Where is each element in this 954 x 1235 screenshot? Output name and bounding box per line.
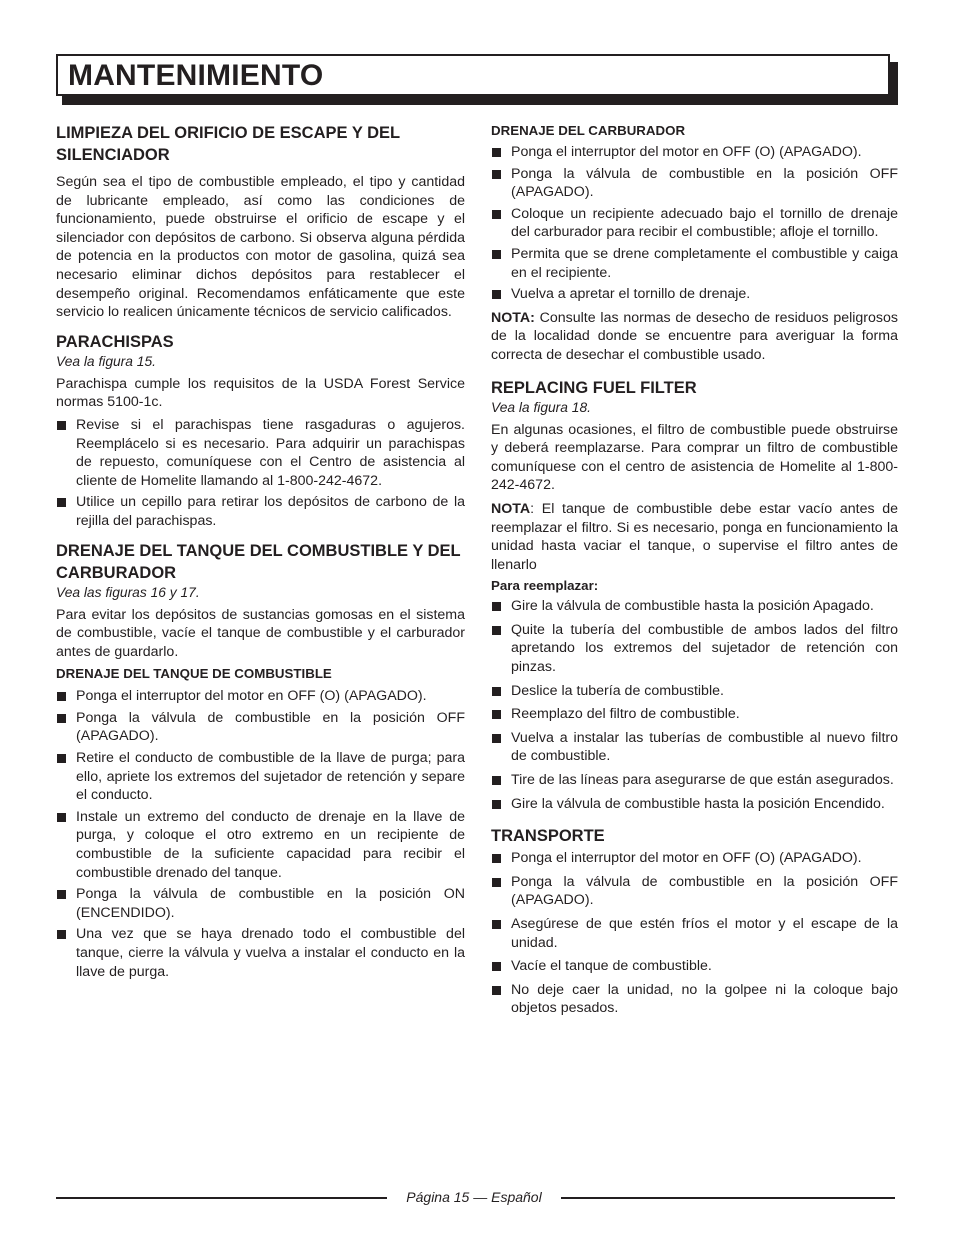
bullet-square-icon [57,421,66,430]
list-item: Ponga la válvula de combustible en la posición ON (ENCENDIDO). [56,885,465,922]
section-heading: DRENAJE DEL TANQUE DEL COMBUSTIBLE Y DEL CARBURADOR [56,541,461,582]
list-item: Revise si el parachispas tiene rasgaduras o agujeros. Reemplácelo si es necesario. Para adquirir un parachispas de repuesto, comuníquese con el Centro de asistencia al cliente de Homelite llamando al 1-800-242-4672. [56,416,465,490]
bullet-square-icon [57,890,66,899]
bullet-square-icon [492,986,501,995]
paragraph: Para evitar los depósitos de sustancias gomosas en el sistema de combustible, vacíe el tanque de combustible y el carburador antes de guardarlo. [56,606,465,660]
page-title: MANTENIMIENTO [68,59,324,92]
list-item: Instale un extremo del conducto de drenaje en la llave de purga, y coloque el otro extremo en un recipiente de combustible de la suficiente capacidad para recibir el combustible drenado del tanque. [56,808,465,882]
bullet-square-icon [492,290,501,299]
list-item: Ponga el interruptor del motor en OFF (O) (APAGADO). [491,849,898,868]
list-item: Ponga el interruptor del motor en OFF (O) (APAGADO). [56,687,465,706]
bullet-square-icon [492,626,501,635]
list-item: Coloque un recipiente adecuado bajo el tornillo de drenaje del carburador para recibir el combustible; afloje el tornillo. [491,205,898,242]
list-item: Utilice un cepillo para retirar los depósitos de carbono de la rejilla del parachispas. [56,493,465,530]
bullet-square-icon [492,170,501,179]
footer-rule-right [561,1197,895,1199]
bullet-square-icon [57,813,66,822]
bullet-square-icon [492,687,501,696]
note [491,500,898,574]
bullet-list [56,416,465,531]
section-heading: TRANSPORTE [491,827,605,846]
bullet-square-icon [492,148,501,157]
list-item: Deslice la tubería de combustible. [491,682,898,701]
note-label: NOTA: [491,309,535,326]
page-footer: Página 15 — Español [406,1189,542,1205]
bullet-square-icon [57,692,66,701]
bullet-square-icon [492,962,501,971]
bullet-square-icon [492,210,501,219]
subsection-heading: Para reemplazar: [491,578,599,594]
note-text: : El tanque de combustible debe estar vacío antes de reemplazar el filtro. Si es necesario, ponga en funcionamiento la unidad hasta vaciar el tanque, o supervise el filtro antes de llenarlo [491,500,898,573]
right-column [491,122,898,1018]
note-text: Consulte las normas de desecho de residuos peligrosos de la localidad donde se encuentre para averiguar la forma correcta de desechar el combustible usado. [491,309,898,363]
paragraph: En algunas ocasiones, el filtro de combustible puede obstruirse y deberá reemplazarse. Para comprar un filtro de combustible comuníquese con el centro de asistencia de Homelite al 1-800-242-4672. [491,421,898,494]
list-item: Quite la tubería del combustible de ambos lados del filtro apretando los extremos del sujetador de retención con pinzas. [491,621,898,677]
left-column [56,122,465,981]
section-heading: PARACHISPAS [56,332,174,351]
note [491,309,898,365]
list-item: Vacíe el tanque de combustible. [491,957,898,976]
figure-reference: Vea la figura 15. [56,353,156,369]
bullet-square-icon [57,754,66,763]
subsection-heading: DRENAJE DEL CARBURADOR [491,123,686,138]
note-label: NOTA [491,500,531,517]
list-item: No deje caer la unidad, no la golpee ni la coloque bajo objetos pesados. [491,981,898,1018]
list-item: Ponga el interruptor del motor en OFF (O) (APAGADO). [491,143,898,162]
footer-rule-left [56,1197,387,1199]
bullet-square-icon [492,920,501,929]
paragraph: Parachispa cumple los requisitos de la USDA Forest Service normas 5100-1c. [56,375,465,411]
list-item: Asegúrese de que estén fríos el motor y el escape de la unidad. [491,915,898,952]
list-item: Una vez que se haya drenado todo el combustible del tanque, cierre la válvula y vuelva a instalar el conducto en la llave de purga. [56,925,465,981]
list-item: Retire el conducto de combustible de la llave de purga; para ello, apriete los extremos del sujetador de retención y separe el conducto. [56,749,465,805]
bullet-square-icon [492,602,501,611]
list-item: Tire de las líneas para asegurarse de que están asegurados. [491,771,898,790]
list-item: Vuelva a apretar el tornillo de drenaje. [491,285,898,304]
bullet-square-icon [492,800,501,809]
figure-reference: Vea la figura 18. [491,399,591,415]
bullet-square-icon [57,714,66,723]
bullet-list [491,143,898,304]
bullet-list [56,687,465,981]
list-item: Permita que se drene completamente el combustible y caiga en el recipiente. [491,245,898,282]
bullet-square-icon [57,498,66,507]
list-item: Gire la válvula de combustible hasta la posición Encendido. [491,795,898,814]
section-heading: REPLACING FUEL FILTER [491,378,697,397]
subsection-heading: DRENAJE DEL TANQUE DE COMBUSTIBLE [56,666,332,682]
bullet-square-icon [492,734,501,743]
bullet-square-icon [492,250,501,259]
bullet-square-icon [492,710,501,719]
paragraph: Según sea el tipo de combustible empleado, el tipo y cantidad de lubricante empleado, así como las condiciones de funcionamiento, puede obstruirse el orificio de escape y el silenciador con depósitos de carbono. Si observa alguna pérdida de potencia en la productos con motor de gasolina, quizá sea necesario eliminar dichos depósitos para restablecer el desempeño original. Recomendamos enfáticamente que este servicio lo realicen únicamente técnicos de servicio calificados. [56,174,465,321]
list-item: Reemplazo del filtro de combustible. [491,705,898,724]
list-item: Ponga la válvula de combustible en la posición OFF (APAGADO). [56,709,465,746]
bullet-list [491,597,898,813]
bullet-square-icon [57,930,66,939]
list-item: Vuelva a instalar las tuberías de combustible al nuevo filtro de combustible. [491,729,898,766]
bullet-square-icon [492,878,501,887]
bullet-square-icon [492,854,501,863]
bullet-list [491,849,898,1018]
section-heading: LIMPIEZA DEL ORIFICIO DE ESCAPE Y DEL SILENCIADOR [56,124,400,164]
title-box [56,54,890,96]
list-item: Ponga la válvula de combustible en la posición OFF (APAGADO). [491,873,898,910]
figure-reference: Vea las figuras 16 y 17. [56,584,200,600]
list-item: Ponga la válvula de combustible en la posición OFF (APAGADO). [491,165,898,202]
list-item: Gire la válvula de combustible hasta la posición Apagado. [491,597,898,616]
bullet-square-icon [492,776,501,785]
